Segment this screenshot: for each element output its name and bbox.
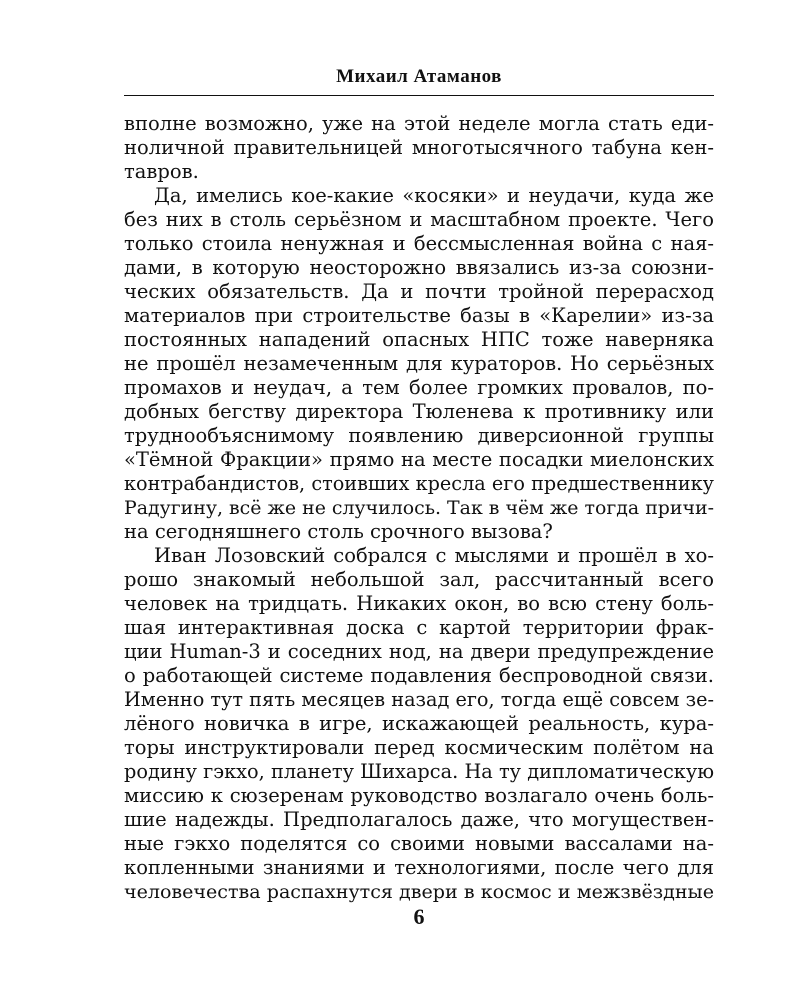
text-line: добных бегству директора Тюленева к противнику или <box>124 400 714 423</box>
text-line: шие надежды. Предполагалось даже, что могуществен- <box>124 808 714 831</box>
text-line: на сегодняшнего столь срочного вызова? <box>124 520 553 543</box>
text-line: «Тёмной Фракции» прямо на месте посадки миелонских <box>124 448 714 471</box>
text-line: труднообъяснимому появлению диверсионной группы <box>124 424 714 447</box>
text-line: ческих обязательств. Да и почти тройной перерасход <box>124 280 714 303</box>
text-line: человечества распахнутся двери в космос и межзвёздные <box>124 881 714 903</box>
text-line: материалов при строительстве базы в «Карелии» из-за <box>124 304 714 327</box>
text-line: о работающей системе подавления беспроводной связи. <box>124 664 714 687</box>
text-line: контрабандистов, стоивших кресла его предшественнику <box>124 472 714 495</box>
page-number: 6 <box>413 904 425 929</box>
text-line: человек на тридцать. Никаких окон, во всю стену боль- <box>124 592 714 615</box>
text-line: копленными знаниями и технологиями, после чего для <box>124 856 714 879</box>
text-line: без них в столь серьёзном и масштабном проекте. Чего <box>124 208 714 231</box>
text-line: ные гэкхо поделятся со своими новыми вассалами на- <box>124 832 714 855</box>
text-line: только стоила ненужная и бессмысленная война с ная- <box>124 232 714 255</box>
text-line: тавров. <box>124 160 199 183</box>
header-rule <box>124 95 714 96</box>
text-line: промахов и неудач, а тем более громких провалов, по- <box>124 376 714 399</box>
text-line: вполне возможно, уже на этой неделе могла стать еди- <box>124 112 714 135</box>
text-line: рошо знакомый небольшой зал, рассчитанный всего <box>124 568 714 591</box>
text-line: ции Human-3 и соседних нод, на двери предупреждение <box>124 640 714 663</box>
text-line: родину гэкхо, планету Шихарса. На ту дипломатическую <box>124 760 714 783</box>
text-line: торы инструктировали перед космическим полётом на <box>124 736 714 759</box>
text-line: не прошёл незамеченным для кураторов. Но серьёзных <box>124 352 714 375</box>
text-line: Да, имелись кое-какие «косяки» и неудачи, куда же <box>154 184 714 207</box>
text-line: постоянных нападений опасных НПС тоже наверняка <box>124 328 714 351</box>
text-line: Иван Лозовский собрался с мыслями и прошёл в хо- <box>154 544 714 567</box>
text-line: ноличной правительницей многотысячного табуна кен- <box>124 136 714 159</box>
running-header-author: Михаил Атаманов <box>336 66 502 87</box>
text-line: дами, в которую неосторожно ввязались из-за союзни- <box>124 256 714 279</box>
text-line: миссию к сюзеренам руководство возлагало очень боль- <box>124 784 714 807</box>
text-line: лёного новичка в игре, искажающей реальность, кура- <box>124 712 714 735</box>
text-line: Радугину, всё же не случилось. Так в чём же тогда причи- <box>124 497 714 519</box>
text-line: шая интерактивная доска с картой территории фрак- <box>124 616 714 639</box>
text-line: Именно тут пять месяцев назад его, тогда ещё совсем зе- <box>124 688 714 711</box>
